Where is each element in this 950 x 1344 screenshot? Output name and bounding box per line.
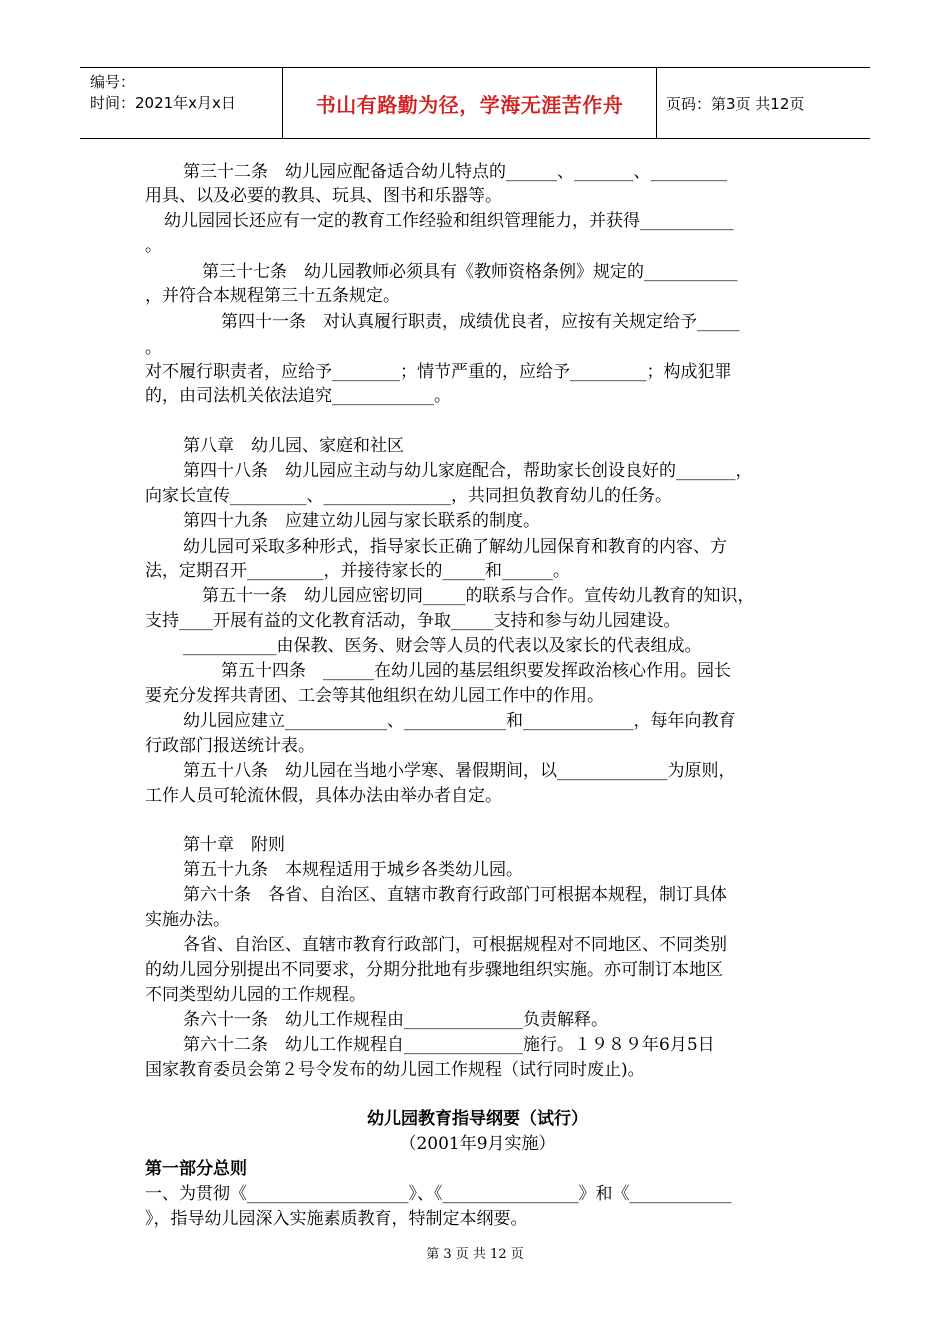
- page-header: [80, 67, 870, 139]
- body-line: 对不履行职责者，应给予________；情节严重的，应给予_________；构成犯罪: [145, 362, 732, 382]
- part-heading: 第一部分总则: [145, 1159, 247, 1179]
- body-line: ，并符合本规程第三十五条规定。: [145, 286, 400, 306]
- outline-subtitle: （2001年9月实施）: [399, 1134, 556, 1154]
- body-line: ___________由保教、医务、财会等人员的代表以及家长的代表组成。: [183, 636, 702, 656]
- body-line: 幼儿园应建立____________、____________和_____________，每年向教育: [183, 711, 736, 731]
- body-line: 幼儿园园长还应有一定的教育工作经验和组织管理能力，并获得___________: [164, 211, 734, 231]
- body-line: 》，指导幼儿园深入实施素质教育，特制定本纲要。: [145, 1209, 528, 1229]
- body-line: 第五十八条 幼儿园在当地小学寒、暑假期间，以_____________为原则，: [183, 761, 736, 781]
- body-line: 要充分发挥共青团、工会等其他组织在幼儿园工作中的作用。: [145, 686, 604, 706]
- body-line: 各省、自治区、直辖市教育行政部门，可根据规程对不同地区、不同类别: [183, 935, 727, 955]
- body-line: 第五十一条 幼儿园应密切同_____的联系与合作。宣传幼儿教育的知识，: [202, 586, 755, 606]
- body-line: 行政部门报送统计表。: [145, 736, 315, 756]
- body-line: 。: [145, 236, 162, 256]
- header-motto: 书山有路勤为径，学海无涯苦作舟: [315, 92, 624, 117]
- body-line: 工作人员可轮流休假，具体办法由举办者自定。: [145, 786, 502, 806]
- body-line: 第三十七条 幼儿园教师必须具有《教师资格条例》规定的___________: [202, 262, 738, 282]
- body-line: 第五十九条 本规程适用于城乡各类幼儿园。: [183, 860, 523, 880]
- body-line: 第六十二条 幼儿工作规程自______________施行。１９８９年6月5日: [183, 1035, 715, 1055]
- page-footer: 第 3 页 共 12 页: [426, 1247, 524, 1262]
- header-divider: [656, 68, 657, 138]
- chapter-heading: 第八章 幼儿园、家庭和社区: [183, 436, 404, 456]
- body-line: 国家教育委员会第２号令发布的幼儿园工作规程（试行同时废止)。: [145, 1060, 645, 1080]
- body-line: 实施办法。: [145, 910, 230, 930]
- chapter-heading: 第十章 附则: [183, 835, 285, 855]
- document-number-label: 编号：: [90, 73, 136, 91]
- body-line: 条六十一条 幼儿工作规程由______________负责解释。: [183, 1010, 608, 1030]
- body-line: 的幼儿园分别提出不同要求，分期分批地有步骤地组织实施。亦可制订本地区: [145, 960, 723, 980]
- body-line: 第四十九条 应建立幼儿园与家长联系的制度。: [183, 511, 540, 531]
- body-line: 第三十二条 幼儿园应配备适合幼儿特点的______、_______、_________: [183, 162, 727, 182]
- document-time-label: 时间：2021年x月x日: [90, 94, 236, 112]
- body-line: 法，定期召开_________，并接待家长的_____和______。: [145, 561, 570, 581]
- body-line: 的，由司法机关依法追究____________。: [145, 386, 451, 406]
- body-line: 第五十四条 ______在幼儿园的基层组织要发挥政治核心作用。园长: [221, 661, 731, 681]
- body-line: 第四十八条 幼儿园应主动与幼儿家庭配合，帮助家长创设良好的_______，: [183, 461, 753, 481]
- body-line: 向家长宣传_________、_______________，共同担负教育幼儿的任务。: [145, 486, 672, 506]
- body-line: 一、为贯彻《___________________》、《________________》和《____________: [145, 1184, 732, 1204]
- body-line: 用具、以及必要的教具、玩具、图书和乐器等。: [145, 186, 502, 206]
- header-page-info: 页码：第3页 共12页: [666, 94, 805, 113]
- outline-title: 幼儿园教育指导纲要（试行）: [367, 1109, 588, 1129]
- body-line: 。: [145, 338, 162, 358]
- body-line: 支持____开展有益的文化教育活动，争取_____支持和参与幼儿园建设。: [145, 611, 681, 631]
- body-line: 不同类型幼儿园的工作规程。: [145, 985, 366, 1005]
- body-line: 第六十条 各省、自治区、直辖市教育行政部门可根据本规程，制订具体: [183, 885, 727, 905]
- body-line: 幼儿园可采取多种形式，指导家长正确了解幼儿园保育和教育的内容、方: [183, 537, 727, 557]
- body-line: 第四十一条 对认真履行职责，成绩优良者，应按有关规定给予_____: [221, 312, 740, 332]
- header-meta: [90, 72, 280, 114]
